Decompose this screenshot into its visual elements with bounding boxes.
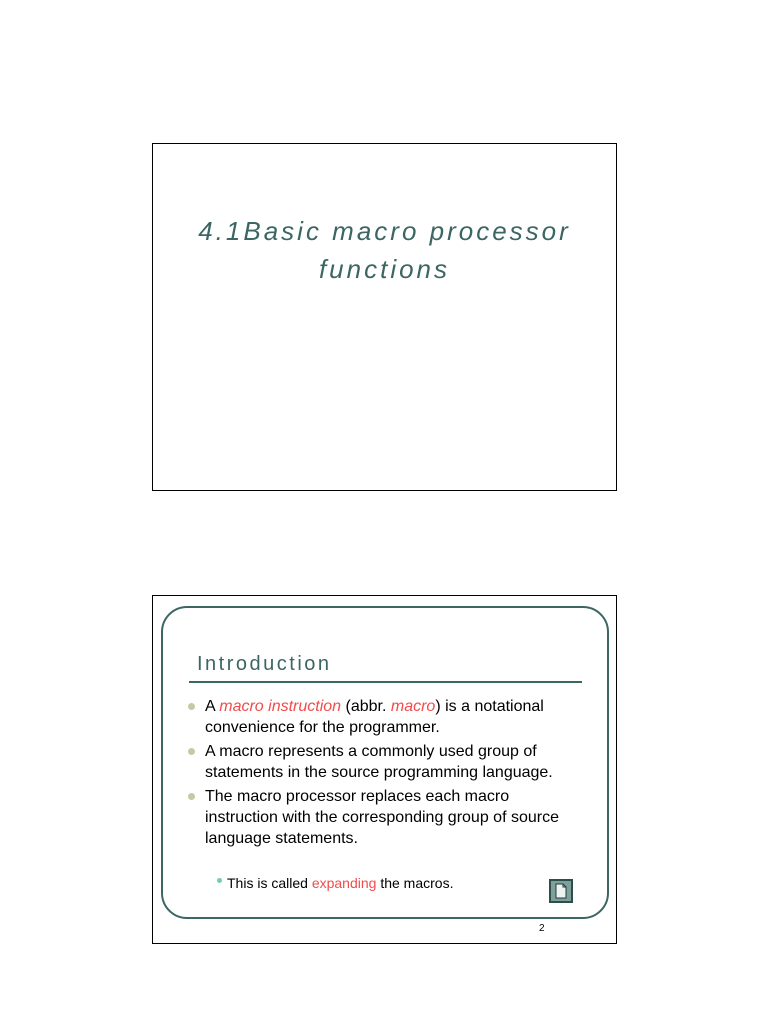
sub-bullet-prefix: This is called xyxy=(227,875,312,891)
bullet-item xyxy=(185,786,585,849)
bullet-1-prefix: A xyxy=(205,698,220,715)
sub-bullet-icon xyxy=(217,878,222,883)
slide-title xyxy=(153,212,616,288)
bullet-3-text: The macro processor replaces each macro instruction with the corresponding group of source language statements. xyxy=(205,788,559,847)
introduction-slide xyxy=(152,595,617,944)
bullet-list xyxy=(185,696,585,852)
slide-title-line-2: functions xyxy=(318,254,451,284)
sub-bullet-suffix: the macros. xyxy=(376,875,454,891)
sub-bullet-item xyxy=(217,874,453,892)
slide-heading: Introduction xyxy=(197,653,332,675)
title-slide xyxy=(152,143,617,491)
expanding-term: expanding xyxy=(311,875,377,891)
bullet-1-suffix: ) is a notational convenience for the programmer. xyxy=(205,698,544,736)
page-number: 2 xyxy=(539,923,545,934)
bullet-icon xyxy=(188,793,195,800)
bullet-icon xyxy=(188,703,195,710)
bullet-item xyxy=(185,696,585,738)
bullet-icon xyxy=(188,748,195,755)
macro-abbr-term: macro xyxy=(390,698,436,715)
document-icon-button[interactable] xyxy=(549,879,573,903)
macro-instruction-term: macro instruction xyxy=(219,698,342,715)
bullet-1-middle: (abbr. xyxy=(341,698,391,715)
bullet-item xyxy=(185,741,585,783)
bullet-2-text: A macro represents a commonly used group of statements in the source programming language. xyxy=(205,743,553,781)
slide-title-line-1: 4.1Basic macro processor xyxy=(198,216,571,246)
heading-divider xyxy=(189,681,582,683)
document-icon xyxy=(551,881,571,901)
